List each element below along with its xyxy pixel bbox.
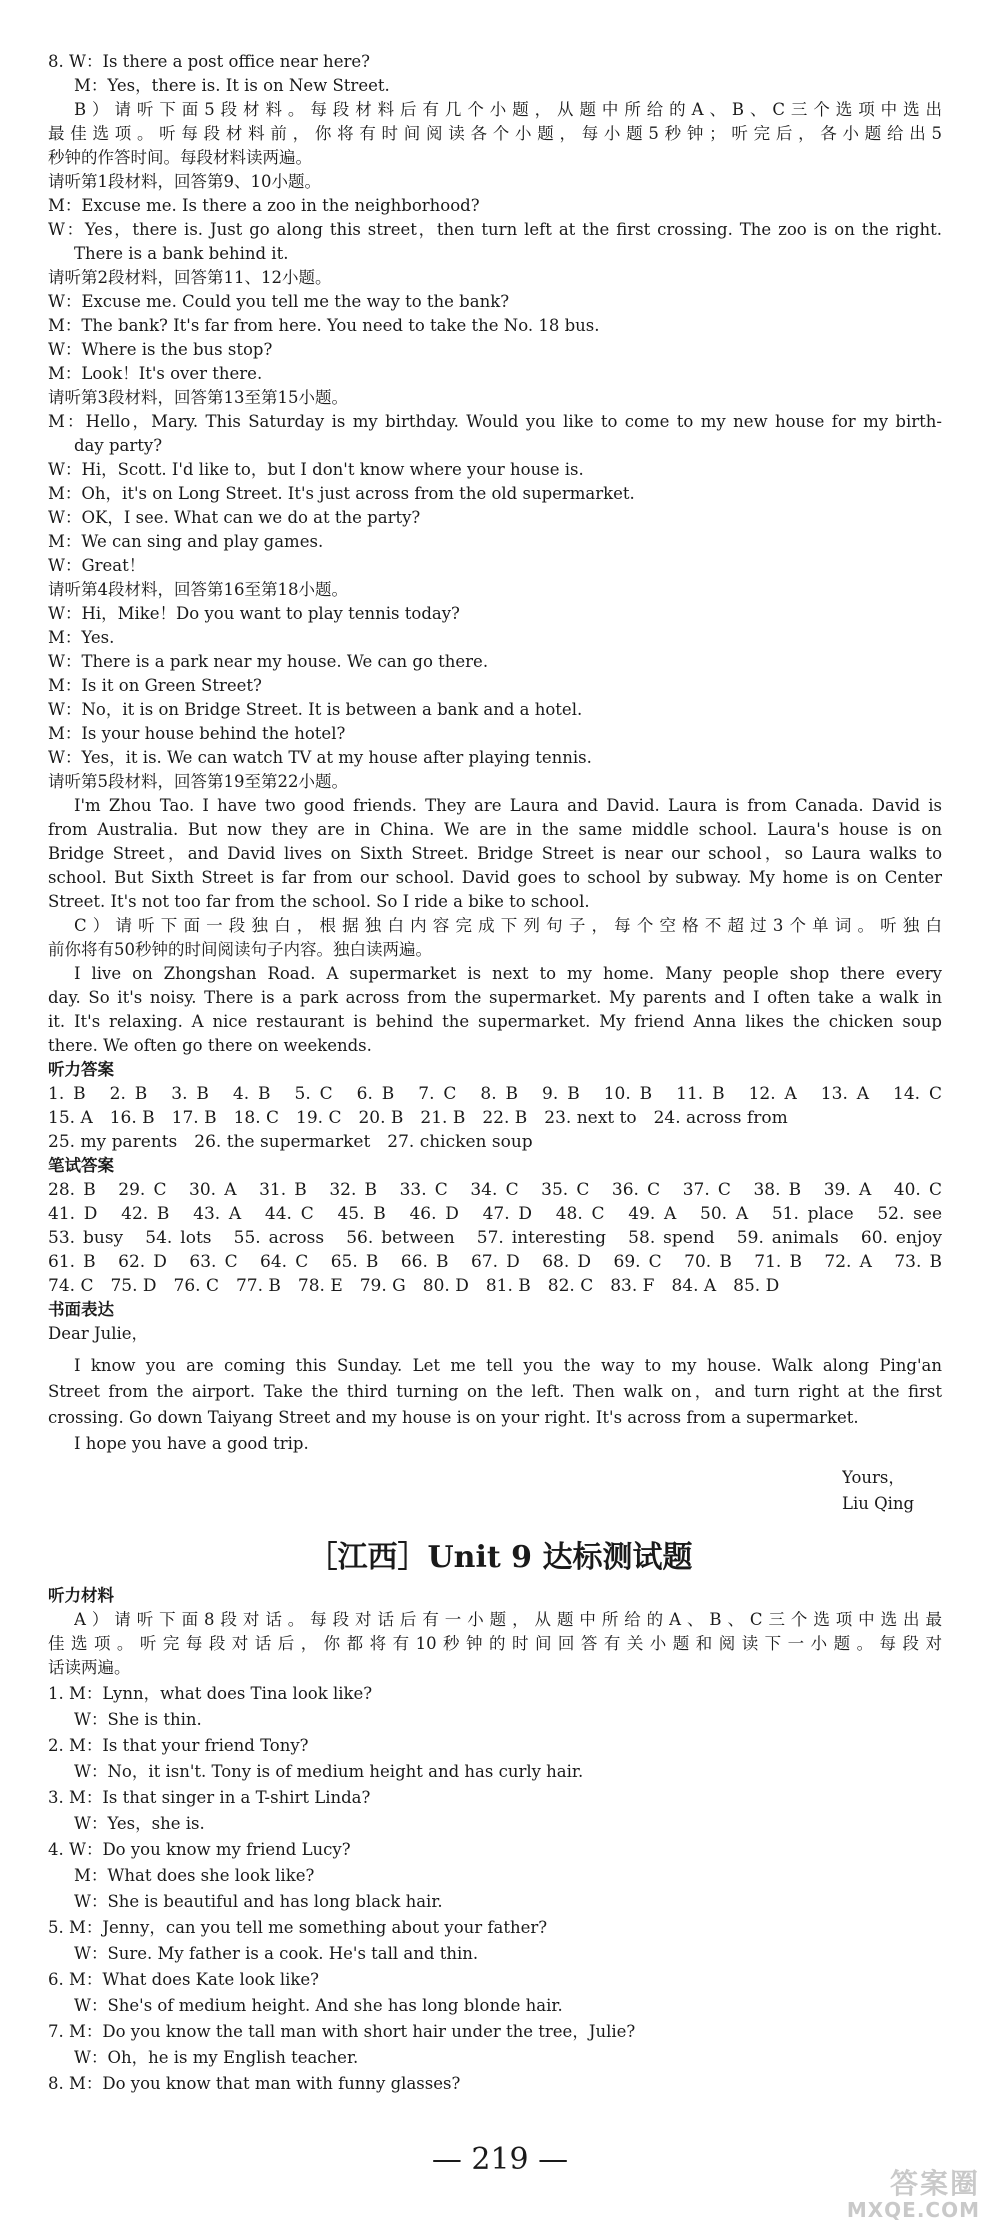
text-line: M：Yes.: [48, 628, 115, 647]
unit-title: ［江西］Unit 9 达标测试题: [307, 1540, 693, 1575]
text-line: M：Hello，Mary. This Saturday is my birthday. Would you like to come to my new house for my birth-: [48, 412, 942, 431]
text-line: W：Yes，she is.: [74, 1814, 205, 1833]
page-number: — 219 —: [431, 2142, 569, 2177]
text-line: W：No，it isn't. Tony is of medium height and has curly hair.: [74, 1762, 584, 1781]
text-line: 前你将有50秒钟的时间阅读句子内容。独白读两遍。: [48, 940, 432, 959]
text-line: W：Hi，Mike！Do you want to play tennis today?: [48, 604, 460, 623]
text-line: W：Yes，there is. Just go along this street，then turn left at the first crossing. The zoo is on the right.: [48, 220, 942, 239]
text-line: A）请听下面8段对话。每段对话后有一小题，从题中所给的A、B、C三个选项中选出最: [74, 1610, 942, 1629]
answer-row: 28. B 29. C 30. A 31. B 32. B 33. C 34. C 35. C 36. C 37. C 38. B 39. A 40. C: [48, 1180, 942, 1200]
section-heading: 请听第4段材料，回答第16至第18小题。: [48, 580, 348, 599]
text-line: M：Oh，it's on Long Street. It's just across from the old supermarket.: [48, 484, 635, 503]
text-line: W：She is thin.: [74, 1710, 202, 1729]
text-line: 最佳选项。听每段材料前，你将有时间阅读各个小题，每小题5秒钟；听完后，各小题给出5: [48, 124, 942, 143]
text-line: from Australia. But now they are in China. We are in the same middle school. Laura's house is on: [48, 820, 942, 839]
text-line: W：Excuse me. Could you tell me the way to the bank?: [48, 292, 510, 311]
letter-closing: Yours，: [842, 1468, 905, 1487]
text-line: it. It's relaxing. A nice restaurant is behind the supermarket. My friend Anna likes the chicken soup: [48, 1012, 942, 1031]
text-line: 话读两遍。: [48, 1658, 131, 1677]
answer-row: 61. B 62. D 63. C 64. C 65. B 66. B 67. D 68. D 69. C 70. B 71. B 72. A 73. B: [48, 1252, 942, 1272]
letter-greeting: Dear Julie，: [48, 1324, 149, 1343]
answer-row: 53. busy 54. lots 55. across 56. between 57. interesting 58. spend 59. animals 60. enjoy: [48, 1228, 942, 1248]
answer-row: 41. D 42. B 43. A 44. C 45. B 46. D 47. D 48. C 49. A 50. A 51. place 52. see: [48, 1204, 942, 1224]
text-line: 8. M：Do you know that man with funny glasses?: [48, 2074, 461, 2093]
text-line: I'm Zhou Tao. I have two good friends. They are Laura and David. Laura is from Canada. David is: [74, 796, 942, 815]
text-line: there. We often go there on weekends.: [48, 1036, 372, 1055]
letter-signature: Liu Qing: [842, 1494, 915, 1513]
text-line: Street. It's not too far from the school. So I ride a bike to school.: [48, 892, 590, 911]
text-line: 秒钟的作答时间。每段材料读两遍。: [48, 148, 312, 167]
answer-row: 74. C 75. D 76. C 77. B 78. E 79. G 80. D 81. B 82. C 83. F 84. A 85. D: [48, 1276, 780, 1296]
text-line: W：There is a park near my house. We can go there.: [48, 652, 489, 671]
text-line: 3. M：Is that singer in a T-shirt Linda?: [48, 1788, 371, 1807]
answer-row: 1. B 2. B 3. B 4. B 5. C 6. B 7. C 8. B 9. B 10. B 11. B 12. A 13. A 14. C: [48, 1084, 942, 1104]
section-heading: 请听第3段材料，回答第13至第15小题。: [48, 388, 348, 407]
text-line: 6. M：What does Kate look like?: [48, 1970, 320, 1989]
answer-row: 15. A 16. B 17. B 18. C 19. C 20. B 21. B 22. B 23. next to 24. across from: [48, 1108, 788, 1128]
text-line: M：Excuse me. Is there a zoo in the neighborhood?: [48, 196, 480, 215]
text-line: I live on Zhongshan Road. A supermarket is next to my home. Many people shop there every: [74, 964, 942, 983]
text-line: 7. M：Do you know the tall man with short hair under the tree，Julie?: [48, 2022, 636, 2041]
letter-line: I hope you have a good trip.: [74, 1434, 309, 1453]
text-line: W：She's of medium height. And she has long blonde hair.: [74, 1996, 563, 2015]
text-line: 4. W：Do you know my friend Lucy?: [48, 1840, 351, 1859]
watermark: [745, 2162, 990, 2222]
text-line: 佳选项。听完每段对话后，你都将有10秒钟的时间回答有关小题和阅读下一小题。每段对: [48, 1634, 942, 1653]
letter-line: Street from the airport. Take the third turning on the left. Then walk on，and turn right at the first: [48, 1382, 942, 1401]
text-line: M：We can sing and play games.: [48, 532, 324, 551]
text-line: 1. M：Lynn，what does Tina look like?: [48, 1684, 373, 1703]
text-line: M：Is it on Green Street?: [48, 676, 262, 695]
section-heading: 请听第2段材料，回答第11、12小题。: [48, 268, 332, 287]
text-line: W：No，it is on Bridge Street. It is between a bank and a hotel.: [48, 700, 583, 719]
text-line: day. So it's noisy. There is a park across from the supermarket. My parents and I often take a walk in: [48, 988, 942, 1007]
text-line: C）请听下面一段独白，根据独白内容完成下列句子，每个空格不超过3个单词。听独白: [74, 916, 942, 935]
text-line: B）请听下面5段材料。每段材料后有几个小题，从题中所给的A、B、C三个选项中选出: [74, 100, 942, 119]
text-line: 2. M：Is that your friend Tony?: [48, 1736, 309, 1755]
text-line: W：Yes，it is. We can watch TV at my house after playing tennis.: [48, 748, 592, 767]
text-line: Bridge Street，and David lives on Sixth Street. Bridge Street is near our school，so Laura walks to: [48, 844, 942, 863]
section-heading: 听力材料: [48, 1586, 114, 1605]
watermark-url: MXQE.COM: [846, 2198, 980, 2222]
answers-heading: 听力答案: [48, 1060, 114, 1079]
answer-row: 25. my parents 26. the supermarket 27. chicken soup: [48, 1132, 533, 1152]
text-line: M：The bank? It's far from here. You need to take the No. 18 bus.: [48, 316, 600, 335]
text-line: W：Great！: [48, 556, 146, 575]
text-line: M：Look！It's over there.: [48, 364, 263, 383]
text-line: W：Oh，he is my English teacher.: [74, 2048, 359, 2067]
text-line: M：Yes，there is. It is on New Street.: [74, 76, 390, 95]
text-line: M：Is your house behind the hotel?: [48, 724, 346, 743]
text-line: M：What does she look like?: [74, 1866, 315, 1885]
text-line: W：Hi，Scott. I'd like to，but I don't know where your house is.: [48, 460, 584, 479]
text-line: There is a bank behind it.: [74, 244, 289, 263]
text-line: day party?: [74, 436, 163, 455]
text-line: W：She is beautiful and has long black hair.: [74, 1892, 443, 1911]
text-line: W：Sure. My father is a cook. He's tall and thin.: [74, 1944, 479, 1963]
text-line: 8. W：Is there a post office near here?: [48, 52, 370, 71]
text-line: W：OK，I see. What can we do at the party?: [48, 508, 421, 527]
text-line: W：Where is the bus stop?: [48, 340, 273, 359]
watermark-text: 答案圈: [889, 2167, 980, 2200]
answers-heading: 笔试答案: [48, 1156, 114, 1175]
section-heading: 请听第5段材料，回答第19至第22小题。: [48, 772, 348, 791]
text-line: school. But Sixth Street is far from our school. David goes to school by subway. My home is on Center: [48, 868, 942, 887]
letter-line: crossing. Go down Taiyang Street and my house is on your right. It's across from a supermarket.: [48, 1408, 859, 1427]
writing-heading: 书面表达: [48, 1300, 114, 1319]
section-heading: 请听第1段材料，回答第9、10小题。: [48, 172, 321, 191]
letter-line: I know you are coming this Sunday. Let me tell you the way to my house. Walk along Ping'an: [74, 1356, 942, 1375]
text-line: 5. M：Jenny，can you tell me something about your father?: [48, 1918, 548, 1937]
